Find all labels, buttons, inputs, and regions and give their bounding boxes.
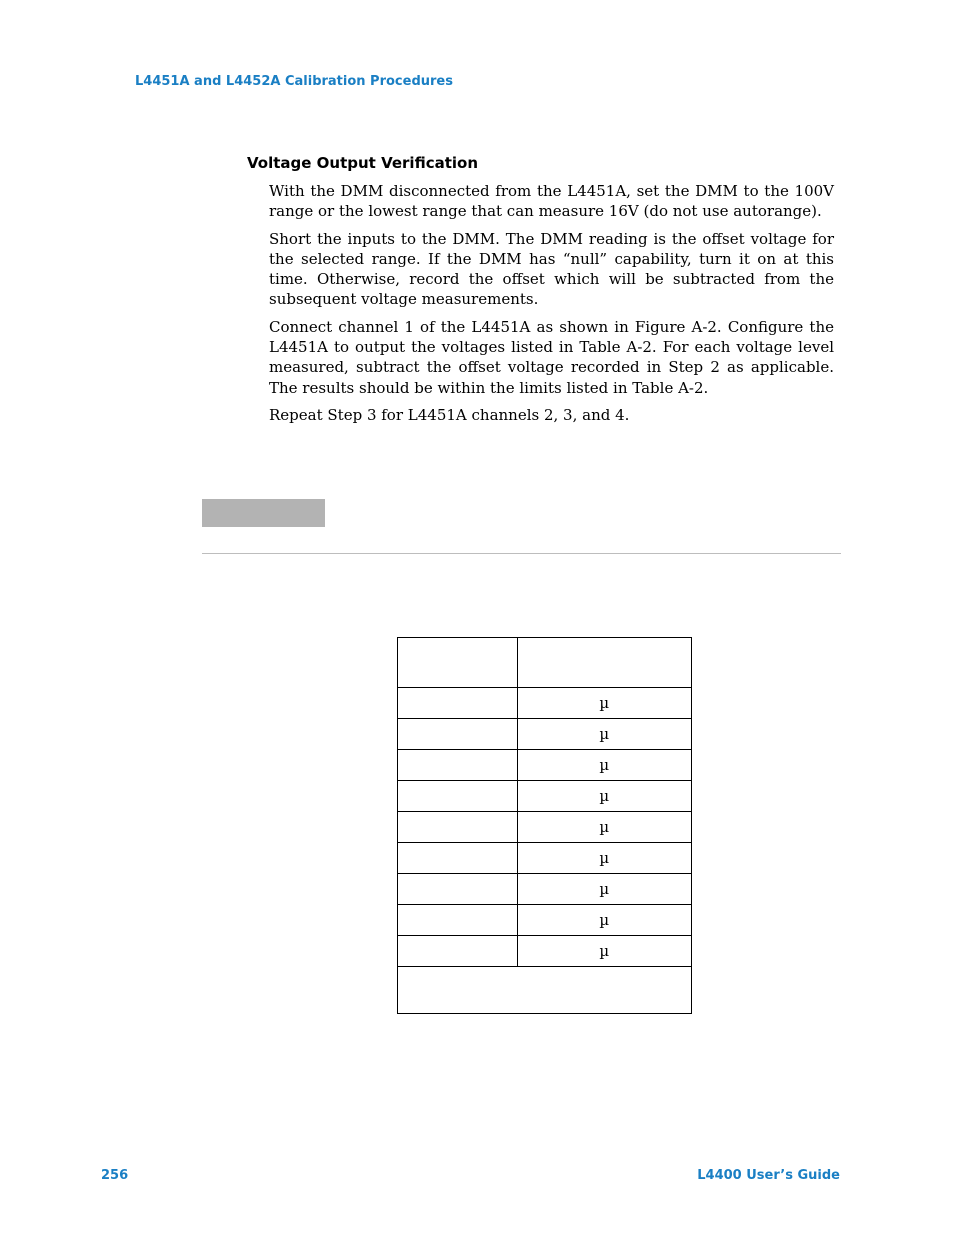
guide-title: L4400 User’s Guide [697,1168,840,1183]
limit-cell: µ [517,905,691,936]
limit-cell: µ [517,781,691,812]
horizontal-rule [202,553,841,554]
running-header: L4451A and L4452A Calibration Procedures [135,74,453,89]
table-row [398,688,692,719]
limit-cell: µ [517,750,691,781]
table-row [398,719,692,750]
step-2: Short the inputs to the DMM. The DMM reading is the offset voltage for the selected range. If the DMM has “null” capability, turn it on at this time. Otherwise, record the offset which will be subtracted from the subsequent voltage measurements. [269,229,834,309]
header-cell-limits [517,638,691,688]
limit-cell: µ [517,874,691,905]
limit-cell: µ [517,812,691,843]
step-3: Connect channel 1 of the L4451A as shown in Figure A-2. Configure the L4451A to output the voltages listed in Table A-2. For each voltage level measured, subtract the offset voltage recorded in Step 2 as applicable. The results should be within the limits listed in Table A-2. [269,317,834,397]
table-header-row [398,638,692,688]
limit-cell: µ [517,719,691,750]
caption-label-box [202,499,325,527]
table-footnote-cell [398,967,692,1014]
table-row [398,905,692,936]
section-heading: Voltage Output Verification [247,154,478,172]
table-row [398,812,692,843]
table-row [398,781,692,812]
limit-cell: µ [517,936,691,967]
table-row [398,874,692,905]
table-row [398,750,692,781]
header-cell-output [398,638,518,688]
page-number: 256 [101,1168,129,1183]
table-footnote-row [398,967,692,1014]
limit-cell: µ [517,843,691,874]
limit-cell: µ [517,688,691,719]
table-row [398,936,692,967]
table-row [398,843,692,874]
procedure-steps [269,181,834,432]
step-4: Repeat Step 3 for L4451A channels 2, 3, and 4. [269,405,630,424]
limits-table [397,637,692,1014]
step-1: With the DMM disconnected from the L4451A, set the DMM to the 100V range or the lowest range that can measure 16V (do not use autorange). [269,182,834,221]
